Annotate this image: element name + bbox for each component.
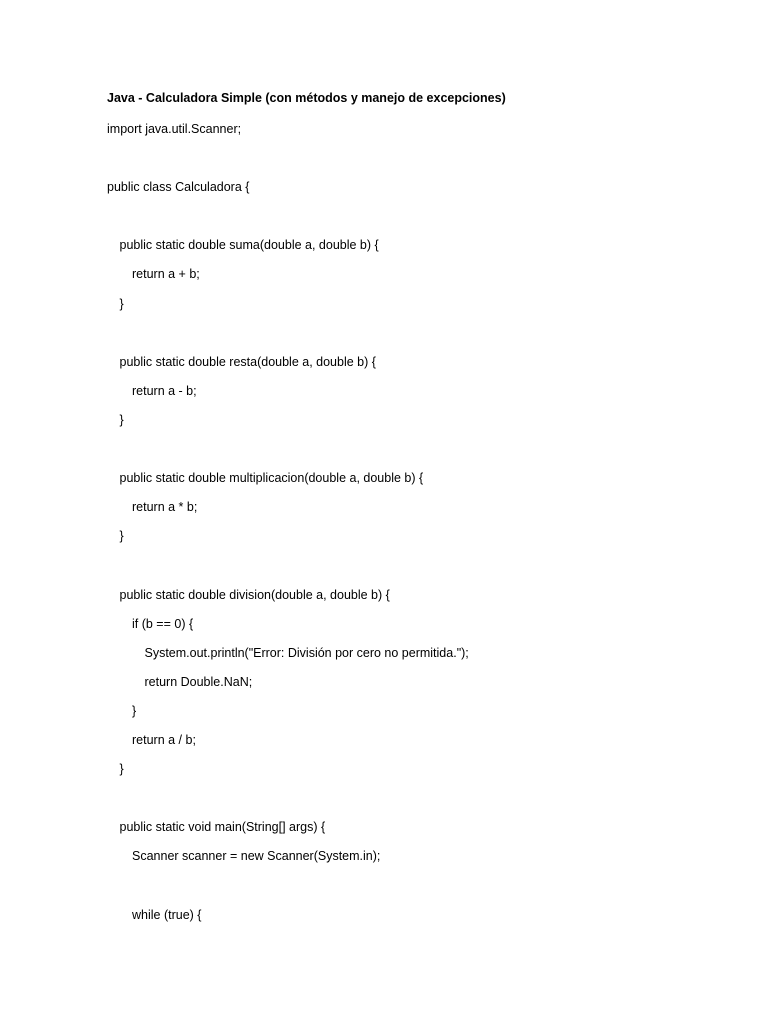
code-block <box>107 121 747 936</box>
code-line: } <box>119 412 124 427</box>
code-line: } <box>132 703 137 718</box>
blank-line <box>107 208 747 237</box>
code-line: return Double.NaN; <box>144 674 253 689</box>
code-line: System.out.println("Error: División por cero no permitida."); <box>144 645 469 660</box>
code-line: while (true) { <box>132 907 202 922</box>
blank-line <box>107 441 747 470</box>
code-line: public static double division(double a, double b) { <box>119 587 390 602</box>
code-line: return a - b; <box>132 383 197 398</box>
code-line: return a * b; <box>132 500 198 515</box>
code-line: } <box>119 762 124 777</box>
code-line: return a / b; <box>132 732 196 747</box>
code-line: if (b == 0) { <box>132 616 194 631</box>
blank-line <box>107 790 747 819</box>
blank-line <box>107 877 747 906</box>
document-title: Java - Calculadora Simple (con métodos y manejo de excepciones) <box>107 91 506 105</box>
blank-line <box>107 557 747 586</box>
code-line: Scanner scanner = new Scanner(System.in); <box>132 849 381 864</box>
code-line: public static double resta(double a, double b) { <box>119 354 376 369</box>
code-line: public static void main(String[] args) { <box>119 820 326 835</box>
blank-line <box>107 150 747 179</box>
code-line: public static double suma(double a, double b) { <box>119 238 379 253</box>
code-line: public class Calculadora { <box>107 180 250 195</box>
code-line: return a + b; <box>132 267 200 282</box>
code-line: public static double multiplicacion(double a, double b) { <box>119 471 424 486</box>
code-line: import java.util.Scanner; <box>107 122 242 136</box>
blank-line <box>107 325 747 354</box>
code-line: } <box>119 529 124 544</box>
code-line: } <box>119 296 124 311</box>
